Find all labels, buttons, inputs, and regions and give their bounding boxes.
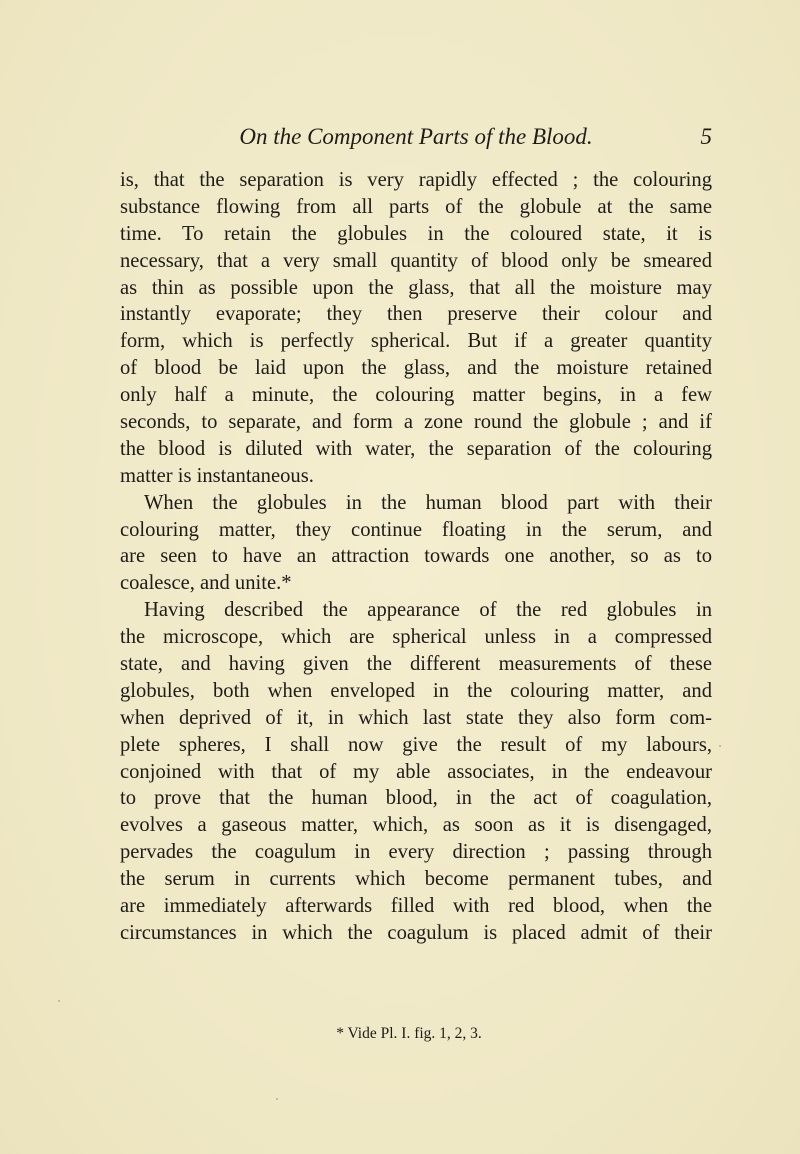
footnote: * Vide Pl. I. fig. 1, 2, 3. (336, 1025, 482, 1042)
text-line: when deprived of it, in which last state they also form com- (120, 706, 712, 729)
text-line: time. To retain the globules in the coloured state, it is (120, 222, 712, 245)
text-line: the serum in currents which become permanent tubes, and (120, 868, 712, 891)
text-line: only half a minute, the colouring matter begins, in a few (120, 384, 712, 407)
text-line: instantly evaporate; they then preserve their colour and (120, 303, 712, 326)
text-line: matter is instantaneous. (120, 464, 314, 487)
text-line: globules, both when enveloped in the colouring matter, and (120, 679, 712, 702)
text-line: plete spheres, I shall now give the result of my labours, (120, 733, 712, 756)
page-number: 5 (700, 124, 712, 149)
text-line: is, that the separation is very rapidly effected ; the colouring (120, 169, 712, 191)
text-line: state, and having given the different measurements of these (120, 653, 712, 676)
text-line: necessary, that a very small quantity of blood only be smeared (120, 249, 712, 272)
text-line: substance flowing from all parts of the globule at the same (120, 195, 712, 218)
text-line: form, which is perfectly spherical. But if a greater quantity (120, 330, 712, 353)
paper-speck (719, 745, 721, 747)
text-line: pervades the coagulum in every direction ; passing through (120, 841, 712, 864)
text-line: circumstances in which the coagulum is placed admit of their (120, 921, 712, 944)
page-header (120, 124, 712, 156)
paper-speck (276, 1098, 278, 1100)
text-line: colouring matter, they continue floating in the serum, and (120, 518, 712, 541)
text-line: of blood be laid upon the glass, and the moisture retained (120, 357, 712, 380)
text-line: are seen to have an attraction towards one another, so as to (120, 545, 712, 568)
paper-speck (58, 1000, 60, 1002)
text-line: Having described the appearance of the red globules in (144, 599, 712, 622)
text-line: seconds, to separate, and form a zone round the globule ; and if (120, 411, 712, 434)
body-text (120, 167, 712, 947)
text-line: the blood is diluted with water, the separation of the colouring (120, 437, 712, 460)
text-line: are immediately afterwards filled with red blood, when the (120, 895, 712, 918)
running-title: On the Component Parts of the Blood. (239, 124, 593, 149)
text-line: When the globules in the human blood part with their (144, 491, 712, 514)
text-line: as thin as possible upon the glass, that all the moisture may (120, 276, 712, 299)
text-line: to prove that the human blood, in the act of coagulation, (120, 787, 712, 810)
text-line: conjoined with that of my able associates, in the endeavour (120, 760, 712, 783)
text-line: evolves a gaseous matter, which, as soon as it is disengaged, (120, 814, 712, 837)
text-line: coalesce, and unite.* (120, 572, 292, 595)
text-line: the microscope, which are spherical unless in a compressed (120, 626, 712, 649)
